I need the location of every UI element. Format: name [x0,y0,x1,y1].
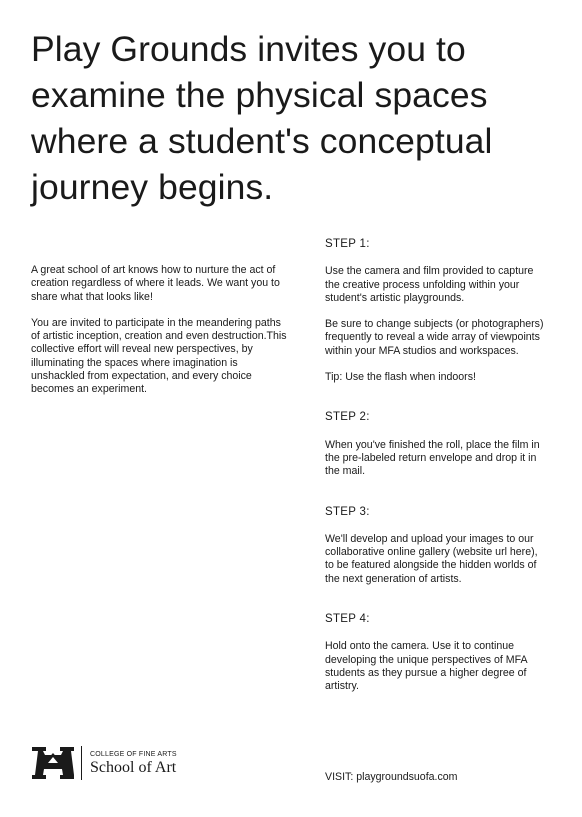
headline: Play Grounds invites you to examine the physical spaces where a student's conceptual journey begins. [31,29,493,207]
intro-paragraph: A great school of art knows how to nurture the act of creation regardless of where it leads. We want you to share what that looks like! [31,264,280,303]
step-title: STEP 2: [325,411,370,424]
step-paragraph: Use the camera and film provided to capture the creative process unfolding within your student's artistic playgrounds. [325,265,534,304]
step-paragraph: Tip: Use the flash when indoors! [325,371,476,384]
steps-column [325,238,545,707]
step-1 [325,238,545,384]
step-title: STEP 3: [325,505,370,518]
intro-paragraph: You are invited to participate in the meandering paths of artistic inception, creation and even destruction.This collective effort will reveal new perspectives, by illuminating the spaces where imagination is unshackled from expectation, and every choice becomes an experiment. [31,316,287,396]
step-2 [325,411,545,478]
step-4 [325,613,545,693]
step-title: STEP 4: [325,613,370,626]
university-a-logo-icon [31,745,75,781]
logo-text [90,750,177,777]
intro-column [31,264,291,410]
visit-link[interactable]: VISIT: playgroundsuofa.com [325,771,458,783]
step-paragraph: We'll develop and upload your images to our collaborative online gallery (website url here), to be featured alongside the hidden worlds of the next generation of artists. [325,532,538,585]
step-3 [325,506,545,586]
step-title: STEP 1: [325,238,370,250]
step-paragraph: When you've finished the roll, place the film in the pre-labeled return envelope and drop it in the mail. [325,438,540,478]
step-paragraph: Be sure to change subjects (or photographers) frequently to reveal a wide array of viewpoints within your MFA studios and workspaces. [325,318,544,357]
logo-divider [81,746,82,780]
step-paragraph: Hold onto the camera. Use it to continue developing the unique perspectives of MFA students as they pursue a higher degree of artistry. [325,640,527,693]
school-logo [31,745,177,781]
college-name: COLLEGE OF FINE ARTS [90,750,177,758]
school-name: School of Art [90,758,177,776]
